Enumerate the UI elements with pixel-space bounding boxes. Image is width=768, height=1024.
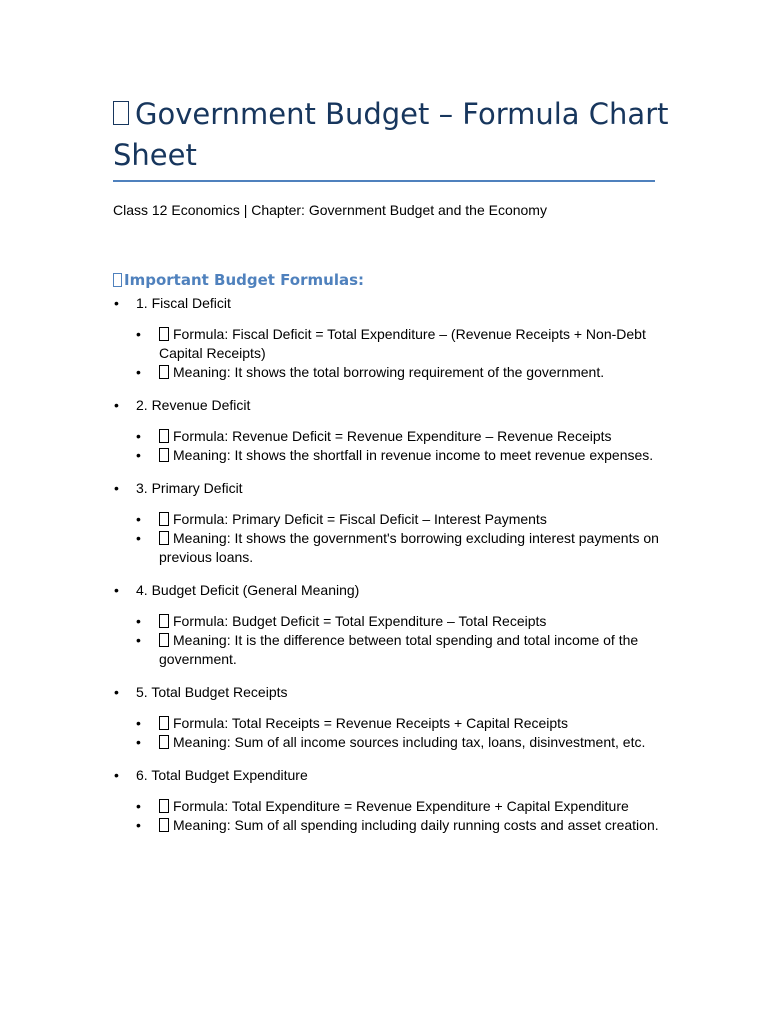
- formula-text: Formula: Budget Deficit = Total Expenditure – Total Receipts: [173, 613, 547, 629]
- formula-line: [136, 427, 673, 446]
- list-item: [113, 396, 673, 465]
- missing-glyph-icon: [159, 818, 169, 832]
- document-title-text: Government Budget – Formula Chart Sheet: [113, 97, 669, 172]
- bullet-icon: •: [114, 480, 119, 496]
- missing-glyph-icon: [159, 735, 169, 749]
- meaning-text: Meaning: Sum of all income sources including tax, loans, disinvestment, etc.: [173, 734, 646, 750]
- title-underline: [113, 180, 655, 182]
- formula-details: [136, 510, 673, 567]
- bullet-icon: •: [136, 428, 141, 444]
- formula-line: [136, 612, 673, 631]
- list-item: [113, 683, 673, 752]
- bullet-icon: •: [114, 582, 119, 598]
- missing-glyph-icon: [159, 448, 169, 462]
- bullet-icon: •: [136, 447, 141, 463]
- missing-glyph-icon: [159, 512, 169, 526]
- formula-list: [113, 294, 673, 849]
- formula-item-title: 3. Primary Deficit: [136, 480, 243, 496]
- bullet-icon: •: [114, 397, 119, 413]
- bullet-icon: •: [136, 530, 141, 546]
- meaning-line: [136, 631, 673, 669]
- meaning-line: [136, 733, 673, 752]
- section-heading: [113, 270, 364, 290]
- missing-glyph-icon: [113, 273, 122, 287]
- formula-line: [136, 325, 673, 363]
- bullet-icon: •: [114, 295, 119, 311]
- meaning-text: Meaning: It shows the total borrowing requirement of the government.: [173, 364, 605, 380]
- formula-item-title: 4. Budget Deficit (General Meaning): [136, 582, 360, 598]
- formula-text: Formula: Total Expenditure = Revenue Expenditure + Capital Expenditure: [173, 798, 629, 814]
- formula-text: Formula: Revenue Deficit = Revenue Expenditure – Revenue Receipts: [173, 428, 612, 444]
- missing-glyph-icon: [113, 101, 129, 125]
- document-title: [113, 94, 673, 176]
- missing-glyph-icon: [159, 716, 169, 730]
- list-item: [113, 294, 673, 382]
- missing-glyph-icon: [159, 327, 169, 341]
- bullet-icon: •: [136, 632, 141, 648]
- meaning-line: [136, 529, 673, 567]
- meaning-line: [136, 446, 673, 465]
- meaning-line: [136, 363, 673, 382]
- missing-glyph-icon: [159, 614, 169, 628]
- meaning-text: Meaning: Sum of all spending including daily running costs and asset creation.: [173, 817, 659, 833]
- formula-text: Formula: Total Receipts = Revenue Receipts + Capital Receipts: [173, 715, 569, 731]
- formula-details: [136, 797, 673, 835]
- bullet-icon: •: [136, 613, 141, 629]
- formula-item-title: 5. Total Budget Receipts: [136, 684, 288, 700]
- missing-glyph-icon: [159, 365, 169, 379]
- bullet-icon: •: [136, 734, 141, 750]
- bullet-icon: •: [136, 364, 141, 380]
- bullet-icon: •: [114, 684, 119, 700]
- bullet-icon: •: [136, 817, 141, 833]
- missing-glyph-icon: [159, 531, 169, 545]
- bullet-icon: •: [136, 511, 141, 527]
- meaning-text: Meaning: It shows the government's borrowing excluding interest payments on previous loans.: [159, 530, 659, 565]
- meaning-text: Meaning: It shows the shortfall in revenue income to meet revenue expenses.: [173, 447, 654, 463]
- section-heading-text: Important Budget Formulas:: [124, 271, 365, 289]
- bullet-icon: •: [114, 767, 119, 783]
- meaning-line: [136, 816, 673, 835]
- formula-details: [136, 325, 673, 382]
- formula-item-title: 2. Revenue Deficit: [136, 397, 251, 413]
- missing-glyph-icon: [159, 633, 169, 647]
- formula-line: [136, 510, 673, 529]
- formula-item-title: 6. Total Budget Expenditure: [136, 767, 308, 783]
- list-item: [113, 479, 673, 567]
- document-subtitle: Class 12 Economics | Chapter: Government Budget and the Economy: [113, 202, 547, 218]
- formula-details: [136, 612, 673, 669]
- formula-details: [136, 427, 673, 465]
- formula-details: [136, 714, 673, 752]
- meaning-text: Meaning: It is the difference between total spending and total income of the government.: [159, 632, 639, 667]
- bullet-icon: •: [136, 715, 141, 731]
- formula-text: Formula: Fiscal Deficit = Total Expenditure – (Revenue Receipts + Non-Debt Capital Receipts): [159, 326, 646, 361]
- formula-line: [136, 714, 673, 733]
- formula-item-title: 1. Fiscal Deficit: [136, 295, 231, 311]
- formula-text: Formula: Primary Deficit = Fiscal Deficit – Interest Payments: [173, 511, 547, 527]
- formula-line: [136, 797, 673, 816]
- missing-glyph-icon: [159, 799, 169, 813]
- bullet-icon: •: [136, 326, 141, 342]
- missing-glyph-icon: [159, 429, 169, 443]
- list-item: [113, 581, 673, 669]
- bullet-icon: •: [136, 798, 141, 814]
- list-item: [113, 766, 673, 835]
